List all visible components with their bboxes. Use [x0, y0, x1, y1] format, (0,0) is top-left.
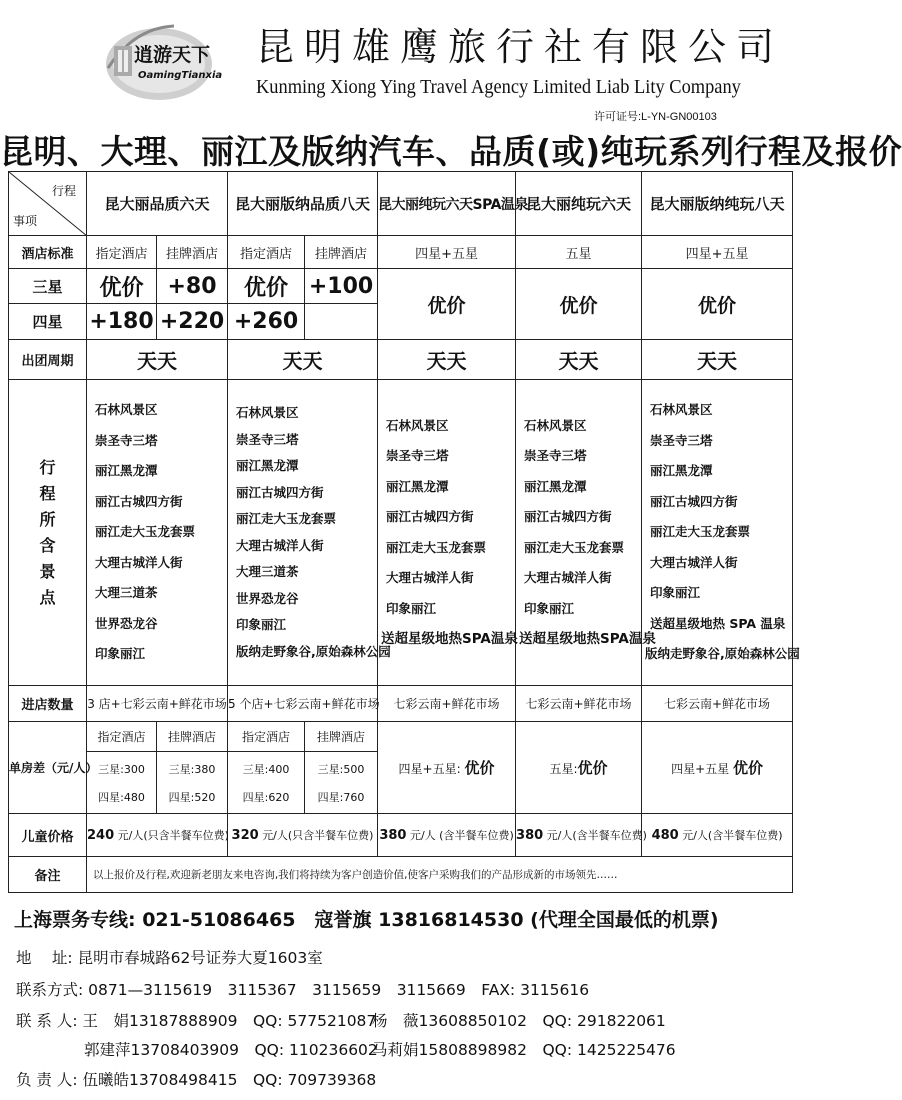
spot-item: 世界恐龙谷: [236, 590, 299, 606]
single-route-3: [378, 722, 516, 814]
spot-item-highlight: 送超星级地热SPA温泉: [519, 631, 656, 647]
spot-item: 送超星级地热 SPA 温泉: [650, 615, 786, 631]
hotel-standard-4: 五星: [516, 236, 642, 269]
spot-item: 丽江古城四方街: [386, 509, 474, 524]
departure-route-1: 天天: [87, 340, 228, 380]
license-number: 许可证号:L-YN-GN00103: [594, 111, 717, 123]
spot-item: 崇圣寺三塔: [524, 448, 587, 463]
hotel-designated-2: 指定酒店: [228, 236, 305, 269]
spots-route-1: [87, 380, 228, 686]
spot-item: 崇圣寺三塔: [95, 432, 158, 448]
spot-item: 丽江走大玉龙套票: [236, 511, 337, 526]
spot-item: 丽江黑龙潭: [236, 458, 299, 473]
single-route-3-prefix: 四星+五星:: [398, 762, 461, 776]
hotel-listed-1: 挂牌酒店: [157, 236, 228, 269]
label-spots-char: 含: [39, 535, 56, 555]
price-route-5: 优价: [642, 269, 793, 340]
spot-item: 石林风景区: [236, 405, 299, 420]
single-r1-designated-4star: 四星:480: [98, 790, 145, 804]
single-route-3-value: 优价: [464, 759, 495, 777]
spot-item: 版纳走野象谷,原始森林公园: [645, 646, 800, 662]
hotel-listed-2: 挂牌酒店: [305, 236, 378, 269]
price-r2-4star-listed-empty: [305, 304, 378, 340]
spot-item: 版纳走野象谷,原始森林公园: [236, 643, 391, 659]
single-r1-listed-4star: 四星:520: [168, 790, 216, 804]
ticket-hotline: 上海票务专线: 021-51086465 寇誉旗 13816814530 (代理全国最低的机票): [14, 909, 719, 931]
contact-person-3: 郭建萍13708403909 QQ: 110236602: [84, 1041, 378, 1059]
child-route-1: [87, 814, 228, 857]
label-spots-char: 点: [39, 587, 56, 607]
child-route-4-suffix: 元/人(含半餐车位费): [546, 829, 647, 842]
label-spots-char: 程: [39, 483, 56, 503]
spot-item: 石林风景区: [650, 402, 713, 418]
hotel-standard-3: 四星+五星: [378, 236, 516, 269]
route-header-1: 昆大丽品质六天: [87, 172, 228, 236]
shops-route-5: 七彩云南+鲜花市场: [642, 686, 793, 722]
child-route-5-price: 480: [651, 828, 679, 843]
spot-item: 印象丽江: [650, 585, 701, 601]
spot-item: 大理三道茶: [236, 564, 299, 579]
label-departure: 出团周期: [9, 340, 87, 380]
contact-person-1: 联 系 人: 王 娟13187888909 QQ: 577521087: [16, 1012, 377, 1030]
spot-item: 丽江走大玉龙套票: [650, 524, 751, 540]
single-route-5-value: 优价: [732, 759, 763, 777]
logo-subtext: OamingTianxia: [138, 70, 223, 81]
child-route-2: [228, 814, 378, 857]
spots-route-3: [378, 380, 516, 686]
table-corner-cell: [9, 172, 87, 236]
single-designated-header-1: 指定酒店: [87, 722, 157, 752]
label-hotel-standard: 酒店标准: [9, 236, 87, 269]
page-headline: 昆明、大理、丽江及版纳汽车、品质(或)纯玩系列行程及报价: [0, 132, 902, 171]
price-r2-3star-listed: +100: [305, 269, 378, 304]
route-header-5: 昆大丽版纳纯玩八天: [642, 172, 793, 236]
label-spots-char: 行: [39, 457, 56, 477]
manager: 负 责 人: 伍曦皓13708498415 QQ: 709739368: [16, 1071, 377, 1089]
departure-route-5: 天天: [642, 340, 793, 380]
price-r1-3star-designated: 优价: [87, 269, 157, 304]
spot-item: 丽江古城四方街: [524, 509, 612, 524]
child-route-5-suffix: 元/人(含半餐车位费): [682, 829, 783, 842]
child-route-3-price: 380: [379, 828, 407, 843]
spot-item: 大理古城洋人街: [524, 570, 612, 585]
child-route-4: [516, 814, 647, 857]
child-route-3-suffix: 元/人 (含半餐车位费): [409, 829, 514, 842]
remark-text: 以上报价及行程,欢迎新老朋友来电咨询,我们将持续为客户创造价值,使客户采购我们的产品形成新的市场领先……: [87, 857, 793, 893]
label-four-star: 四星: [9, 304, 87, 340]
spots-route-4: [516, 380, 656, 686]
price-r2-4star-designated: +260: [228, 304, 305, 340]
spot-item: 大理古城洋人街: [236, 537, 324, 553]
spot-item: 印象丽江: [236, 617, 287, 632]
child-route-1-price: 240: [87, 828, 115, 843]
spot-item: 石林风景区: [524, 417, 587, 433]
single-r2-designated-3star: 三星:400: [242, 762, 290, 776]
single-r2-listed-3star: 三星:500: [317, 762, 365, 776]
shops-route-4: 七彩云南+鲜花市场: [516, 686, 642, 722]
single-r1-listed-3star: 三星:380: [168, 762, 216, 776]
single-route-5-prefix: 四星+五星: [671, 762, 730, 776]
spot-item: 石林风景区: [95, 402, 158, 418]
contact-person-4: 马莉娟15808898982 QQ: 1425225476: [372, 1041, 676, 1059]
departure-route-3: 天天: [378, 340, 516, 380]
label-shops: 进店数量: [9, 686, 87, 722]
single-r2-listed: [305, 752, 378, 814]
spot-item: 大理古城洋人街: [386, 570, 474, 585]
spot-item: 丽江古城四方街: [236, 484, 324, 500]
logo-text: 逍游天下: [134, 44, 211, 66]
label-remark: 备注: [9, 857, 87, 893]
corner-label-item: 事项: [13, 214, 38, 228]
spot-item: 崇圣寺三塔: [236, 431, 299, 447]
spot-item: 丽江黑龙潭: [386, 478, 449, 494]
shops-route-2: 5 个店+七彩云南+鲜花市场: [228, 686, 378, 722]
single-r1-listed: [157, 752, 228, 814]
route-header-2: 昆大丽版纳品质八天: [228, 172, 378, 236]
child-route-5: [642, 814, 793, 857]
spot-item: 石林风景区: [386, 417, 449, 433]
single-route-5: [642, 722, 793, 814]
label-spots: [9, 380, 87, 686]
label-spots-char: 所: [39, 509, 56, 529]
single-listed-header-1: 挂牌酒店: [157, 722, 228, 752]
child-route-1-suffix: 元/人(只含半餐车位费): [117, 829, 229, 842]
route-header-3: 昆大丽纯玩六天SPA温泉: [378, 172, 516, 236]
single-listed-header-2: 挂牌酒店: [305, 722, 378, 752]
company-logo: [104, 18, 223, 102]
spot-item: 大理古城洋人街: [95, 554, 183, 570]
price-route-4: 优价: [516, 269, 642, 340]
spots-route-2: [228, 380, 391, 686]
label-child-price: 儿童价格: [9, 814, 87, 857]
spot-item: 丽江黑龙潭: [650, 463, 713, 479]
single-r1-designated-3star: 三星:300: [98, 762, 145, 776]
spots-route-5: [642, 380, 800, 686]
child-route-2-price: 320: [231, 828, 259, 843]
spot-item: 丽江黑龙潭: [524, 478, 587, 494]
hotel-designated-1: 指定酒店: [87, 236, 157, 269]
corner-label-route: 行程: [51, 184, 76, 198]
child-route-4-price: 380: [516, 828, 544, 843]
label-spots-char: 景: [39, 561, 56, 581]
shops-route-1: 3 店+七彩云南+鲜花市场: [87, 686, 228, 722]
spot-item: 崇圣寺三塔: [386, 448, 449, 463]
spot-item: 丽江古城四方街: [95, 493, 183, 509]
company-name-en: Kunming Xiong Ying Travel Agency Limited Liab Lity Company: [256, 76, 741, 98]
price-r1-3star-listed: +80: [157, 269, 228, 304]
departure-route-4: 天天: [516, 340, 642, 380]
itinerary-price-table: [8, 171, 800, 893]
single-route-4-prefix: 五星:: [549, 762, 578, 776]
price-r1-4star-listed: +220: [157, 304, 228, 340]
spot-item: 大理古城洋人街: [650, 554, 738, 570]
single-r2-designated: [228, 752, 305, 814]
hotel-standard-5: 四星+五星: [642, 236, 793, 269]
spot-item: 丽江古城四方街: [650, 493, 738, 509]
single-r2-listed-4star: 四星:760: [317, 790, 365, 804]
phone-fax: 联系方式: 0871—3115619 3115367 3115659 3115669 FAX: 3115616: [16, 981, 590, 999]
label-single-room: 单房差（元/人）: [9, 722, 87, 814]
single-route-4: [516, 722, 642, 814]
single-designated-header-2: 指定酒店: [228, 722, 305, 752]
route-header-4: 昆大丽纯玩六天: [516, 172, 642, 236]
spot-item: 丽江走大玉龙套票: [386, 539, 487, 555]
single-r2-designated-4star: 四星:620: [242, 790, 290, 804]
price-route-3: 优价: [378, 269, 516, 340]
spot-item: 丽江黑龙潭: [95, 463, 158, 479]
company-name-cn: 昆明雄鹰旅行社有限公司: [256, 25, 785, 69]
departure-route-2: 天天: [228, 340, 378, 380]
spot-item-highlight: 送超星级地热SPA温泉: [381, 631, 518, 647]
contact-person-2: 杨 薇13608850102 QQ: 291822061: [372, 1012, 666, 1030]
price-r2-3star-designated: 优价: [228, 269, 305, 304]
single-route-4-value: 优价: [577, 759, 608, 777]
shops-route-3: 七彩云南+鲜花市场: [378, 686, 516, 722]
child-route-3: [378, 814, 516, 857]
spot-item: 印象丽江: [524, 600, 575, 616]
spot-item: 大理三道茶: [95, 585, 158, 601]
spot-item: 世界恐龙谷: [95, 615, 158, 631]
spot-item: 印象丽江: [386, 600, 437, 616]
price-r1-4star-designated: +180: [87, 304, 157, 340]
spot-item: 丽江走大玉龙套票: [524, 539, 625, 555]
spot-item: 印象丽江: [95, 646, 146, 662]
child-route-2-suffix: 元/人(只含半餐车位费): [262, 829, 374, 842]
spot-item: 崇圣寺三塔: [650, 432, 713, 448]
single-r1-designated: [87, 752, 157, 814]
label-three-star: 三星: [9, 269, 87, 304]
address: 地 址: 昆明市春城路62号证券大夏1603室: [16, 949, 323, 967]
spot-item: 丽江走大玉龙套票: [95, 524, 196, 540]
